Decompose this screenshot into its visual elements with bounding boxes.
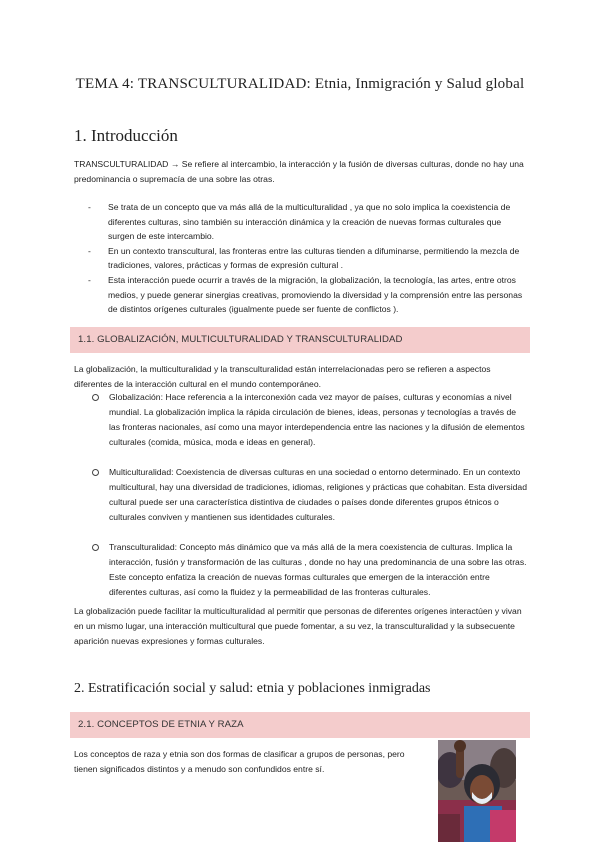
list-item (88, 200, 528, 244)
definition-paragraph: TRANSCULTURALIDAD → Se refiere al intercambio, la interacción y la fusión de diversas culturas, donde no hay una predominancia o supremacía de una sobre las otras. (74, 159, 524, 184)
intro-paragraph: La globalización, la multiculturalidad y la transculturalidad están interrelacionadas pero se refieren a aspectos diferentes de la interacción cultural en el mundo contemporáneo. (74, 364, 491, 389)
list-item-text: Se trata de un concepto que va más allá de la multiculturalidad , ya que no solo implica la coexistencia de diferentes culturas, sino también su interacción dinámica y la creación de nuevas formas culturales que surgen de este intercambio. (108, 202, 511, 242)
subsection-band-2-1 (70, 712, 530, 738)
dash-marker: - (88, 202, 91, 212)
closing-paragraph: La globalización puede facilitar la multiculturalidad al permitir que personas de diferentes orígenes interactúen y vivan en un mismo lugar, una interacción multicultural que puede fomentar, a su vez, la transculturalidad y la subsecuente aparición nuevas expresiones y formas culturales. (74, 606, 522, 646)
etnia-raza-paragraph: Los conceptos de raza y etnia son dos formas de clasificar a grupos de personas, pero tienen significados distintos y a menudo son confundidos entre sí. (74, 749, 405, 774)
dash-marker: - (88, 274, 91, 285)
list-item-text: En un contexto transcultural, las fronteras entre las culturas tienden a difuminarse, permitiendo la mezcla de tradiciones, valores, prácticas y formas de expresión cultural . (108, 245, 520, 271)
document-title: TEMA 4: TRANSCULTURALIDAD: Etnia, Inmigración y Salud global (75, 76, 525, 92)
subsection-heading: 2.1. CONCEPTOS DE ETNIA Y RAZA (78, 719, 244, 730)
section-heading-estratificacion: 2. Estratificación social y salud: etnia y poblaciones inmigradas (74, 681, 431, 696)
section-heading-introduccion: 1. Introducción (74, 126, 178, 145)
list-item (92, 465, 528, 525)
subsection-heading: 1.1. GLOBALIZACIÓN, MULTICULTURALIDAD Y TRANSCULTURALIDAD (78, 334, 403, 345)
subsection-band-1-1 (70, 327, 530, 353)
list-item (92, 390, 528, 450)
concept-list (92, 390, 528, 615)
circle-bullet-icon (92, 394, 99, 401)
list-item-text: Transculturalidad: Concepto más dinámico que va más allá de la mera coexistencia de culturas. Implica la interacción, fusión y transformación de las culturas , donde no hay una predominancia de una sobre las otras. Este concepto enfatiza la creación de nuevas formas culturales que emergen de la interacción entre diferentes culturas, así como la fluidez y la permeabilidad de las fronteras culturales. (109, 542, 527, 597)
list-item-text: Multiculturalidad: Coexistencia de diversas culturas en una sociedad o entorno determinado. En un contexto multicultural, hay una diversidad de tradiciones, idiomas, religiones y prácticas que cohabitan. Esta diversidad cultural puede ser una característica distintiva de ciudades o países donde diferentes grupos étnicos o culturales conviven y mantienen sus identidades culturales. (109, 467, 527, 522)
circle-bullet-icon (92, 469, 99, 476)
list-item (88, 244, 528, 273)
protest-photo-icon (438, 740, 516, 842)
intro-bullet-list (88, 200, 528, 317)
list-item (92, 540, 528, 600)
circle-bullet-icon (92, 544, 99, 551)
list-item (88, 273, 528, 317)
dash-marker: - (88, 245, 91, 256)
protest-photo (438, 740, 516, 842)
list-item-text: Globalización: Hace referencia a la interconexión cada vez mayor de países, culturas y economías a nivel mundial. La globalización implica la rápida circulación de bienes, ideas, personas y tecnologías a través de las fronteras nacionales, así como una mayor interdependencia entre las naciones y la difusión de elementos culturales (comida, música, moda e ideas en general). (109, 392, 525, 447)
list-item-text: Esta interacción puede ocurrir a través de la migración, la globalización, la tecnología, las artes, entre otros medios, y puede generar sinergias creativas, promoviendo la diversidad y la comprensión entre las personas de distintos orígenes culturales (igualmente puede ser fuente de conflictos ). (108, 274, 523, 315)
